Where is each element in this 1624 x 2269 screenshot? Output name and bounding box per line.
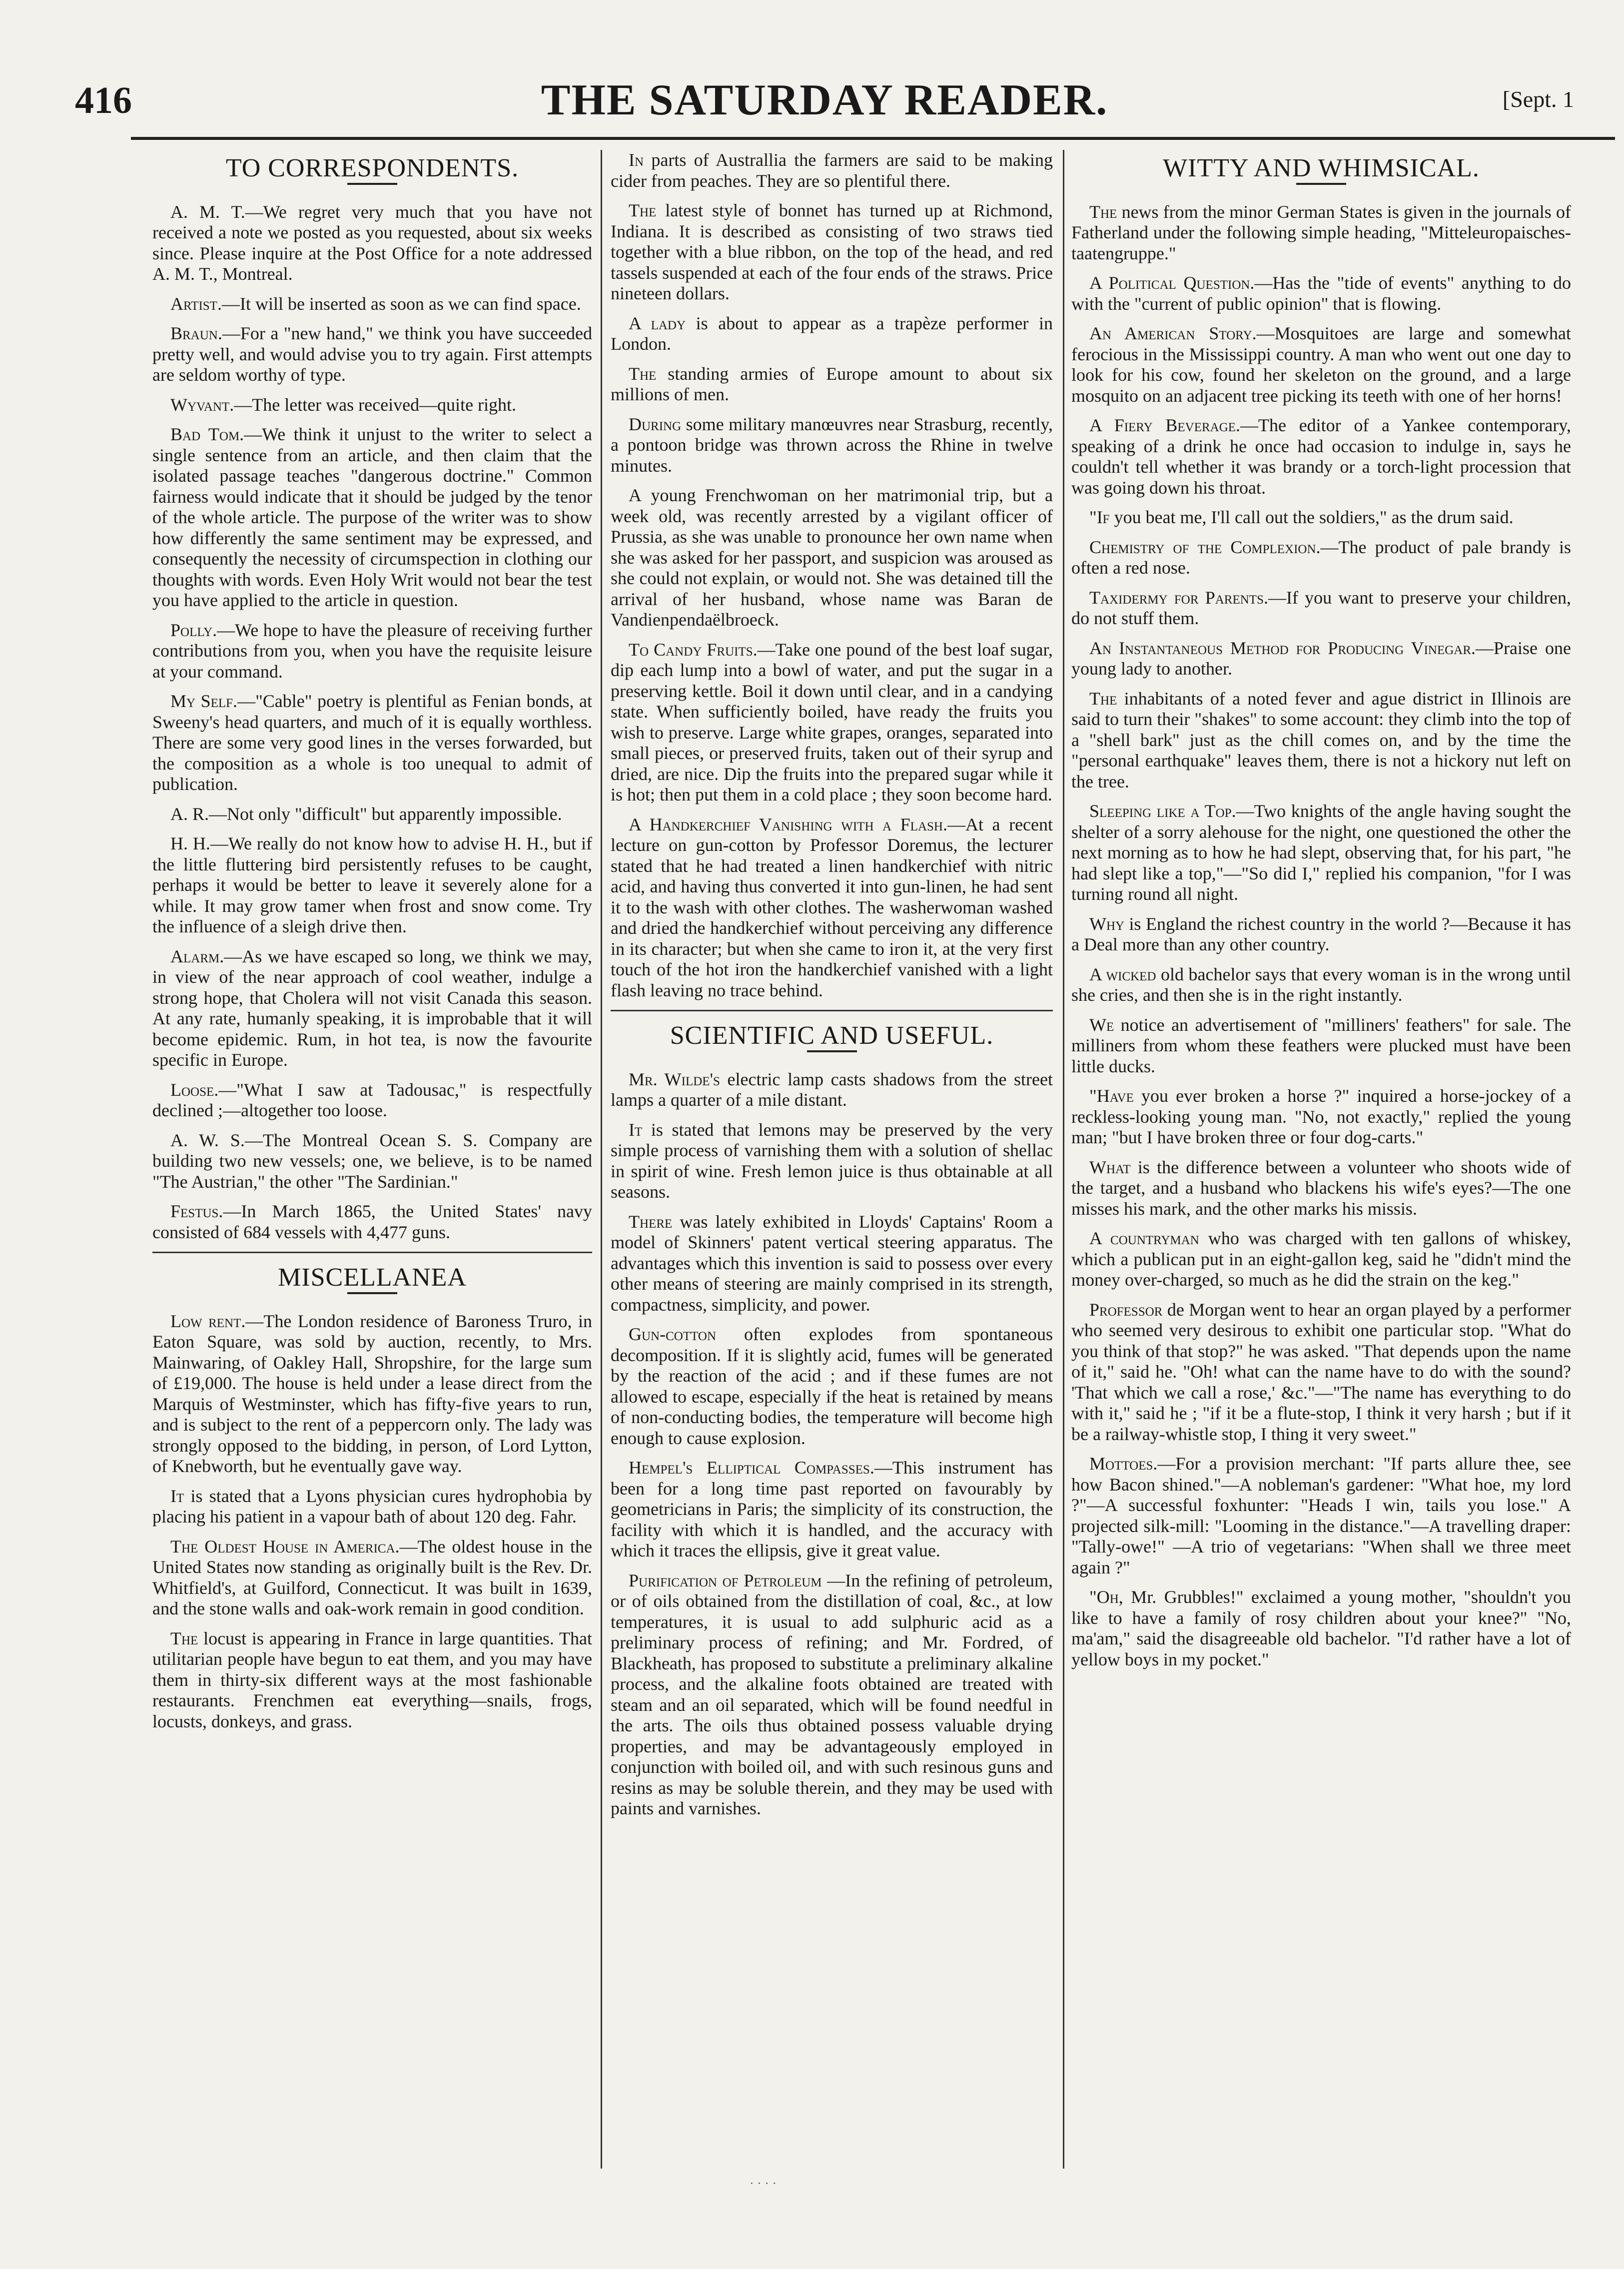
article-paragraph [152,424,592,611]
section-heading-scientific: SCIENTIFIC AND USEFUL. [670,1021,994,1050]
article-paragraph [152,1201,592,1243]
paragraph-lead: The [170,1628,198,1648]
paragraph-text: —Praise one young lady to another. [1071,638,1571,679]
paragraph-text: notice an advertisement of "milliners' feathers" for sale. The milliners from whom these feathers were plucked must have been little ducks. [1071,1014,1571,1076]
page-number: 416 [75,79,132,121]
paragraph-text: —As we have escaped so long, we think we may, in view of the near approach of cool weather, indulge a strong hope, that Cholera will not visit Canada this season. At any rate, humanly speaking, it is improbable that it will become epidemic. Rum, in hot tea, is now the favourite specific in Europe. [152,946,592,1070]
section-divider [152,1252,592,1259]
article-paragraph [152,1130,592,1193]
article-paragraph [152,833,592,937]
paragraph-lead: Festus. [170,1201,223,1221]
paragraph-lead: Purification of Petroleum [629,1570,822,1590]
article-paragraph [1071,1086,1571,1148]
article-paragraph [1071,1454,1571,1578]
paragraph-text: is the difference between a volunteer who shoots wide of the target, and a husband who blackens his wife's eyes?—The one misses his mark, and the other marks his missis. [1071,1157,1571,1219]
paragraph-lead: Alarm. [170,946,224,966]
paragraph-text: young Frenchwoman on her matrimonial trip, but a week old, was recently arrested by a vigilant officer of Prussia, as she was unable to pronounce her own name when she was asked for her passport, and suspicion was aroused as she could not explain, or would not. She was detained till the arrival of her husband, whose name was Baran de Vandienpendaëlbroeck. [611,485,1053,630]
article-paragraph [611,1120,1053,1203]
paragraph-lead: The [629,363,657,384]
article-paragraph [611,485,1053,631]
paragraph-text: some military manœuvres near Strasburg, recently, a pontoon bridge was thrown across the Rhine in twelve minutes. [611,414,1053,476]
scientific-list [611,1069,1053,1819]
paragraph-lead: Hempel's Elliptical Compasses. [629,1458,874,1478]
paragraph-text: —The letter was received—quite right. [234,394,517,415]
paragraph-text: —For a provision merchant: "If parts allure thee, see how Bacon shined."—A nobleman's gardener: "What hoe, my lord ?"—A successful foxhunter: "Heads I win, tails you lose." A projected silk-mill: "Looming in the distance."—A travelling draper: "Tally-owe!" —A trio of vegetarians: "When shall we three meet again ?" [1071,1454,1571,1577]
paragraph-text: inhabitants of a noted fever and ague district in Illinois are said to turn their "shakes" to some account: they climb into the top of a "shell bark" just as the chill comes on, and by the time the "personal earthquake" leaves them, there is not a hickory nut left on the tree. [1071,688,1571,791]
article-paragraph [152,691,592,795]
header-rule [131,137,1615,140]
paragraph-text: —The oldest house in the United States now standing as originally built is the Rev. Dr. Whitfield's, at Guilford, Connecticut. It was built in 1639, and the stone walls and oak-work remain in good condition. [152,1536,592,1618]
paragraph-lead: Low rent. [170,1311,246,1331]
heading-rule [1296,183,1346,185]
article-paragraph [611,364,1053,405]
article-paragraph [1071,415,1571,498]
paragraph-text: —We think it unjust to the writer to select a single sentence from an article, and then claim that the isolated passage teaches "dangerous doctrine." Common fairness would indicate that it should be judged by the tenor of the whole article. The purpose of the writer was to show how differently the same sentiment may be expressed, and consequently the necessity of circumspection in clothing our thoughts with words. Even Holy Writ would not bear the test you have applied to the article in question. [152,424,592,610]
paragraph-text: latest style of bonnet has turned up at Richmond, Indiana. It is described as consisting of two straws tied together with a blue ribbon, on the top of the head, and red tassels suspended at each of the four ends of the straws. Price nineteen dollars. [611,200,1053,303]
article-paragraph [1071,689,1571,792]
article-paragraph [611,1212,1053,1316]
column-1 [152,150,592,2169]
paragraph-text: de Morgan went to hear an organ played by a performer who seemed very desirous to exhibit one particular stop. "What do you think of that stop?" he was asked. "That depends upon the name of it," said he. "Oh! what can the name have to do with the sound? 'That which we call a rose,' &c."—"The name has everything to do with it," said he ; "if it be a flute-stop, I think it very harsh ; but if it be a railway-whistle stop, I thing it very sweet." [1071,1299,1571,1444]
section-heading-miscellanea: MISCELLANEA [278,1263,467,1292]
paragraph-text: —Take one pound of the best loaf sugar, dip each lump into a bowl of water, and put the sugar in a preserving kettle. Boil it down until clear, and in a candying state. When sufficiently boiled, have ready the fruits you wish to preserve. Large white grapes, oranges, separated into small pieces, or preserved fruits, taken out of their syrup and dried, are nice. Dip the fruits into the prepared sugar while it is hot; then put them in a cold place ; they soon become hard. [611,639,1053,804]
paragraph-text: standing armies of Europe amount to about six millions of men. [611,363,1053,404]
correspondents-list [152,202,592,1243]
paragraph-lead: A [629,485,642,505]
paragraph-lead: Loose. [170,1079,219,1100]
paragraph-lead: To Candy Fruits. [629,639,758,660]
issue-date: [Sept. 1 [1502,86,1574,112]
paragraph-lead: In [629,150,644,170]
paragraph-text: —Has the "tide of events" anything to do with the "current of public opinion" that is flowing. [1071,273,1571,314]
paragraph-text: —The product of pale brandy is often a red nose. [1071,537,1571,578]
article-paragraph [1071,273,1571,314]
paragraph-text: —We hope to have the pleasure of receiving further contributions from you, when you have the requisite leisure at your command. [152,620,592,682]
article-paragraph [611,313,1053,355]
paragraph-text: Mr. Grubbles!" exclaimed a young mother, "shouldn't you like to have a family of rosy children about your knee?" "No, ma'am," said the disagreeable old bachelor. "I'd rather have a lot of yellow boys in my pocket." [1071,1587,1571,1669]
article-paragraph [1071,1015,1571,1077]
article-paragraph [611,1458,1053,1561]
paragraph-text: who was charged with ten gallons of whiskey, which a publican put in an eight-gallon keg, said he "didn't mind the money over-charged, so much as he did the strain on the keg." [1071,1228,1571,1290]
paragraph-text: electric lamp casts shadows from the street lamps a quarter of a mile distant. [611,1069,1053,1110]
section-heading-witty: WITTY AND WHIMSICAL. [1163,154,1480,182]
article-paragraph [152,620,592,683]
paragraph-lead: "Have [1089,1086,1134,1106]
paragraph-lead: A. M. T. [170,201,245,222]
article-paragraph [1071,588,1571,629]
paragraph-lead: Braun. [170,323,222,343]
paragraph-lead: A. R. [170,803,209,824]
paragraph-text: —In March 1865, the United States' navy consisted of 684 vessels with 4,477 guns. [152,1201,592,1242]
paragraph-text: news from the minor German States is given in the journals of Fatherland under the following simple heading, "Mitteleuropaisches-taatengruppe." [1071,201,1571,263]
miscellanea-list [152,1311,592,1732]
paragraph-lead: An Instantaneous Method for Producing Vinegar. [1089,638,1476,658]
paragraph-lead: Polly. [170,620,217,640]
article-paragraph [152,1486,592,1527]
column-2 [611,150,1053,2169]
paragraph-text: is England the richest country in the world ?—Because it has a Deal more than any other country. [1071,913,1571,954]
paragraph-lead: It [629,1119,643,1140]
paragraph-text: —The editor of a Yankee contemporary, speaking of a drink he once had occasion to indulge in, says he couldn't tell whether it was brandy or a torch-light procession that was going down his throat. [1071,415,1571,498]
heading-rule [807,1050,857,1052]
column-divider [601,150,602,2169]
article-paragraph [152,294,592,315]
paragraph-lead: Professor [1089,1299,1163,1320]
paragraph-lead: There [629,1211,673,1232]
article-paragraph [1071,323,1571,406]
paragraph-lead: Chemistry of the Complexion. [1089,537,1321,557]
paragraph-text: —"What I saw at Tadousac," is respectfully declined ;—altogether too loose. [152,1079,592,1120]
article-paragraph [152,1311,592,1477]
paragraph-lead: "If [1089,507,1110,527]
paragraph-text: often explodes from spontaneous decomposition. If it is slightly acid, fumes will be generated by the reaction of the acid ; and if these fumes are not allowed to escape, especially if the heat is retained by means of non-conducting bodies, the temperature will become high enough to cause explosion. [611,1324,1053,1448]
paragraph-lead: An American Story. [1089,323,1257,343]
article-paragraph [611,640,1053,805]
article-paragraph [1071,964,1571,1006]
paragraph-lead: A Handkerchief Vanishing with a Flash. [629,814,947,834]
paragraph-lead: Bad Tom. [170,424,244,444]
section-divider [611,1010,1053,1017]
paragraph-text: locust is appearing in France in large quantities. That utilitarian people have begun to eat them, and you may have them in thirty-six different ways at the most fashionable restaurants. Frenchmen eat everything—snails, frogs, locusts, donkeys, and grass. [152,1628,592,1731]
article-paragraph [152,202,592,285]
article-paragraph [1071,537,1571,579]
article-paragraph [152,395,592,416]
paragraph-text: —Mosquitoes are large and somewhat ferocious in the Mississippi country. A man who went out one day to look for his cow, found her skeleton on the ground, and a large mosquito on an adjacent tree picking its teeth with one of her horns! [1071,323,1571,406]
paragraph-text: —The Montreal Ocean S. S. Company are building two new vessels; one, we believe, is to be named "The Austrian," the other "The Sardinian." [152,1130,592,1192]
article-paragraph [1071,638,1571,680]
article-paragraph [1071,507,1571,528]
paragraph-text: —We regret very much that you have not received a note we posted as you requested, about six weeks since. Please inquire at the Post Office for a note addressed A. M. T., Montreal. [152,201,592,284]
article-paragraph [152,1628,592,1732]
article-paragraph [1071,1300,1571,1445]
column-2-list [611,150,1053,1001]
paragraph-lead: Wyvant. [170,394,234,415]
paragraph-text: is about to appear as a trapèze performer in London. [611,313,1053,354]
paragraph-lead: The Oldest House in America. [170,1536,400,1556]
paragraph-text: —"Cable" poetry is plentiful as Fenian bonds, at Sweeny's head quarters, and much of it is equally worthless. There are some very good lines in the verses forwarded, but the composition as a whole is too unequal to admit of publication. [152,691,592,794]
paragraph-text: —If you want to preserve your children, do not stuff them. [1071,587,1571,628]
paragraph-text: old bachelor says that every woman is in the wrong until she cries, and then she is in the right instantly. [1071,964,1571,1005]
paragraph-text: —We really do not know how to advise H. H., but if the little fluttering bird persistently refuses to be caught, perhaps it would be better to leave it severely alone for a while. It may grow tamer when frost and snow come. Try the influence of a sleigh drive then. [152,833,592,936]
paragraph-text: is stated that lemons may be preserved by the very simple process of varnishing them with a solution of shellac in spirit of wine. Fresh lemon juice is thus obtainable at all seasons. [611,1119,1053,1202]
column-3 [1071,150,1571,2169]
article-paragraph [152,1536,592,1619]
article-paragraph [1071,1157,1571,1220]
paragraph-lead: Sleeping like a Top. [1089,801,1236,821]
paragraph-text: —It will be inserted as soon as we can find space. [221,293,581,314]
paragraph-text: —Two knights of the angle having sought the shelter of a sorry alehouse for the night, one questioned the other the next morning as to how he had slept, observing that, for his part, "he had slept like a top,"—"So did I," replied his companion, "for I was turning round all night. [1071,801,1571,904]
section-heading-correspondents: TO CORRESPONDENTS. [225,154,519,182]
paragraph-lead: The [1089,688,1117,709]
paragraph-lead: A wicked [1089,964,1156,984]
paragraph-text: parts of Australlia the farmers are said to be making cider from peaches. They are so plentiful there. [611,150,1053,191]
paragraph-lead: My Self. [170,691,238,711]
paragraph-lead: The [1089,201,1117,222]
article-paragraph [611,1324,1053,1449]
paragraph-lead: Artist. [170,293,222,314]
paragraph-lead: Taxidermy for Parents. [1089,587,1268,608]
footer-ornament: · · · · [750,2176,777,2191]
paragraph-lead: The [629,200,657,220]
paragraph-lead: Mottoes. [1089,1454,1158,1474]
article-paragraph [1071,801,1571,905]
paragraph-lead: A Fiery Beverage. [1089,415,1241,435]
article-paragraph [611,414,1053,477]
masthead-title: THE SATURDAY READER. [541,76,1108,124]
paragraph-text: —For a "new hand," we think you have succeeded pretty well, and would advise you to try again. First attempts are seldom worthy of type. [152,323,592,385]
paragraph-lead: A Political Question. [1089,273,1255,293]
article-paragraph [611,1570,1053,1819]
article-paragraph [152,323,592,386]
paragraph-text: you ever broken a horse ?" inquired a horse-jockey of a reckless-looking young man. "No, not exactly," replied the young man; "but I have broken three or four dog-carts." [1071,1086,1571,1147]
page-header [75,75,1574,132]
paragraph-lead: What [1089,1157,1131,1177]
paragraph-text: —The London residence of Baroness Truro, in Eaton Square, was sold by auction, recently, to Mrs. Mainwaring, of Oakley Hall, Shropshire, for the large sum of £19,000. The house is held under a lease direct from the Marquis of Westminster, which has fifty-five years to run, and is subject to the rent of a peppercorn only. The lady was strongly opposed to the bidding, in person, of Lord Lytton, of Knebworth, but he eventually gave way. [152,1311,592,1476]
article-paragraph [611,814,1053,1001]
witty-list [1071,202,1571,1670]
article-paragraph [611,150,1053,191]
paragraph-text: —Not only "difficult" but apparently impossible. [209,803,562,824]
article-paragraph [152,946,592,1071]
paragraph-lead: Mr. Wilde's [629,1069,720,1089]
paragraph-lead: Why [1089,913,1125,934]
paragraph-lead: A lady [629,313,686,333]
paragraph-lead: Gun-cotton [629,1324,717,1344]
heading-rule [347,183,397,185]
paragraph-lead: It [170,1486,184,1506]
article-paragraph [1071,202,1571,264]
paragraph-text: —This instrument has been for a long time past reported on favourably by geometricians in Paris; the simplicity of its construction, the facility with which it is handled, and the accuracy with which it traces the ellipsis, give it great value. [611,1458,1053,1560]
heading-rule [347,1292,397,1294]
paragraph-lead: "Oh, [1089,1587,1123,1607]
article-paragraph [611,200,1053,304]
paragraph-text: you beat me, I'll call out the soldiers," as the drum said. [1109,507,1514,527]
paragraph-lead: A. W. S. [170,1130,245,1150]
paragraph-text: —In the refining of petroleum, or of oils obtained from the distillation of coal, &c., at low temperatures, it is usual to add sulphuric acid as a preliminary process of refining; and Mr. Fordred, of Blackheath, has proposed to substitute a preliminary alkaline process, and the alkaline foots obtained are treated with steam and an oil separated, which will be found needful in the arts. The oils thus obtained possess valuable drying properties, and may be advantageously employed in conjunction with boiled oil, and with such resinous guns and resins as may be soluble therein, and they may be used with paints and varnishes. [611,1570,1053,1818]
paragraph-lead: We [1089,1014,1114,1035]
column-divider [1063,150,1064,2169]
article-paragraph [1071,1228,1571,1291]
paragraph-text: is stated that a Lyons physician cures hydrophobia by placing his patient in a vapour bath of about 120 deg. Fahr. [152,1486,592,1526]
paragraph-lead: During [629,414,682,434]
article-paragraph [1071,1587,1571,1670]
article-paragraph [152,804,592,825]
paragraph-text: —At a recent lecture on gun-cotton by Professor Doremus, the lecturer stated that he had treated a linen handkerchief with nitric acid, and having thus converted it into gun-linen, he had sent it to the wash with other clothes. The washerwoman washed and dried the handkerchief without perceiving any difference in its character; but when she came to iron it, at the very first touch of the hot iron the handkerchief vanished with a light flash leaving no trace behind. [611,814,1053,1000]
article-paragraph [1071,914,1571,955]
paragraph-lead: H. H. [170,833,210,853]
article-paragraph [611,1069,1053,1111]
paragraph-text: was lately exhibited in Lloyds' Captains' Room a model of Skinners' patent vertical steering apparatus. The advantages which this invention is said to possess over every other means of steering are mainly comprised in its strength, compactness, simplicity, and power. [611,1211,1053,1315]
article-paragraph [152,1080,592,1121]
paragraph-lead: A countryman [1089,1228,1199,1248]
